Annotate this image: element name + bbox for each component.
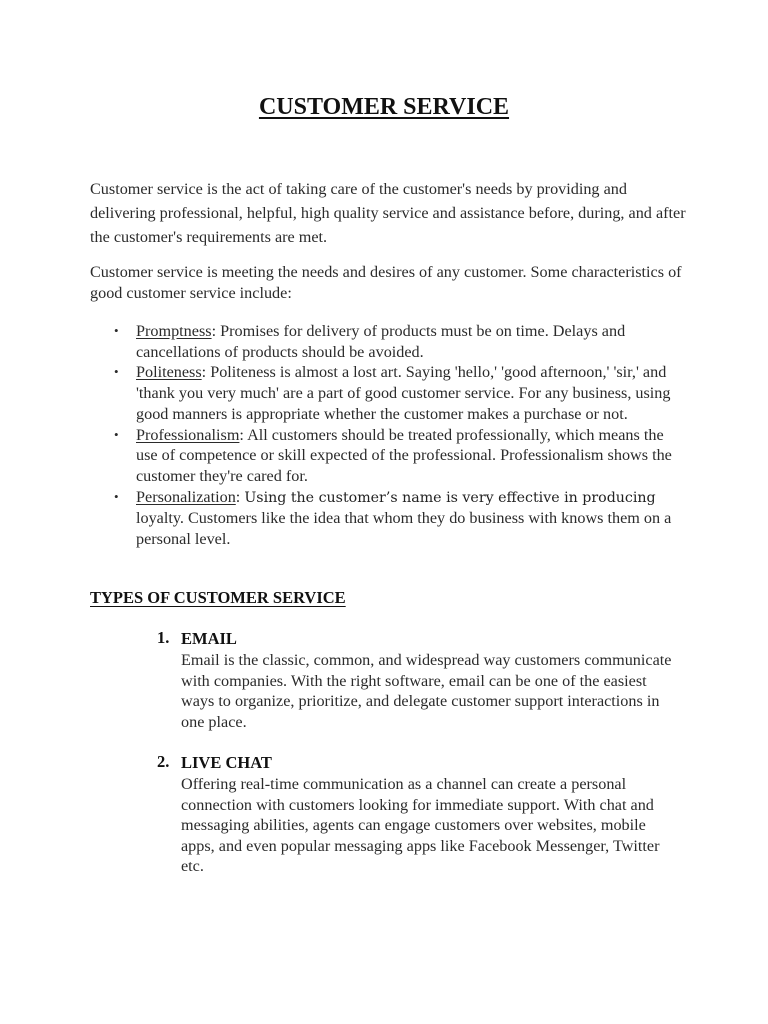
bullet-icon: • [114,488,119,504]
bullet-icon: • [114,426,119,442]
types-item-description: Email is the classic, common, and widespread way customers communicate with companies. With the right software, email can be one of the easiest ways to organize, prioritize, and delegate customer support interactions in one place. [181,651,672,731]
list-item-professionalism [90,425,680,487]
types-item-description: Offering real-time communication as a channel can create a personal connection with customers looking for immediate support. With chat and messaging abilities, agents can engage customers over websites, mobile apps, and even popular messaging apps like Facebook Messenger, Twitter etc. [181,775,660,876]
description-promptness: : Promises for delivery of products must be on time. Delays and cancellations of products should be avoided. [136,322,626,361]
term-professionalism: Professionalism [136,425,240,444]
types-item-number: 2. [157,752,170,771]
characteristics-intro-paragraph: Customer service is meeting the needs and desires of any customer. Some characteristics of good customer service include: [90,263,682,302]
term-politeness: Politeness [136,363,202,382]
types-item-number: 1. [157,628,170,647]
characteristics-list [90,321,680,550]
bullet-icon: • [114,323,119,338]
term-personalization: Personalization [136,487,236,506]
list-item-personalization [90,487,680,550]
list-item-politeness [90,362,680,424]
types-item-title: LIVE CHAT [181,753,272,772]
list-item-promptness [90,321,680,362]
description-personalization-rest: loyalty. Customers like the idea that whom they do business with knows them on a personal level. [136,509,672,549]
types-heading: TYPES OF CUSTOMER SERVICE [90,588,346,607]
description-politeness: : Politeness is almost a lost art. Saying 'hello,' 'good afternoon,' 'sir,' and 'thank you very much' are a part of good customer service. For any business, using good manners is appropriate whether the customer makes a purchase or not. [136,363,671,423]
types-item-email [90,628,680,732]
types-item-live-chat [90,752,680,877]
types-item-title: EMAIL [181,629,237,648]
bullet-icon: • [114,364,119,380]
term-promptness: Promptness [136,322,212,340]
description-personalization-emphasis: Using the customer’s name is very effective in producing [244,489,656,506]
document-title: CUSTOMER SERVICE [258,94,510,120]
intro-paragraph: Customer service is the act of taking care of the customer's needs by providing and delivering professional, helpful, high quality service and assistance before, during, and after the customer's requirements are met. [90,180,686,246]
description-personalization-prefix: : [235,487,245,506]
description-professionalism: : All customers should be treated professionally, which means the use of competence or skill expected of the professional. Professionalism shows the customer they're cared for. [136,425,672,485]
